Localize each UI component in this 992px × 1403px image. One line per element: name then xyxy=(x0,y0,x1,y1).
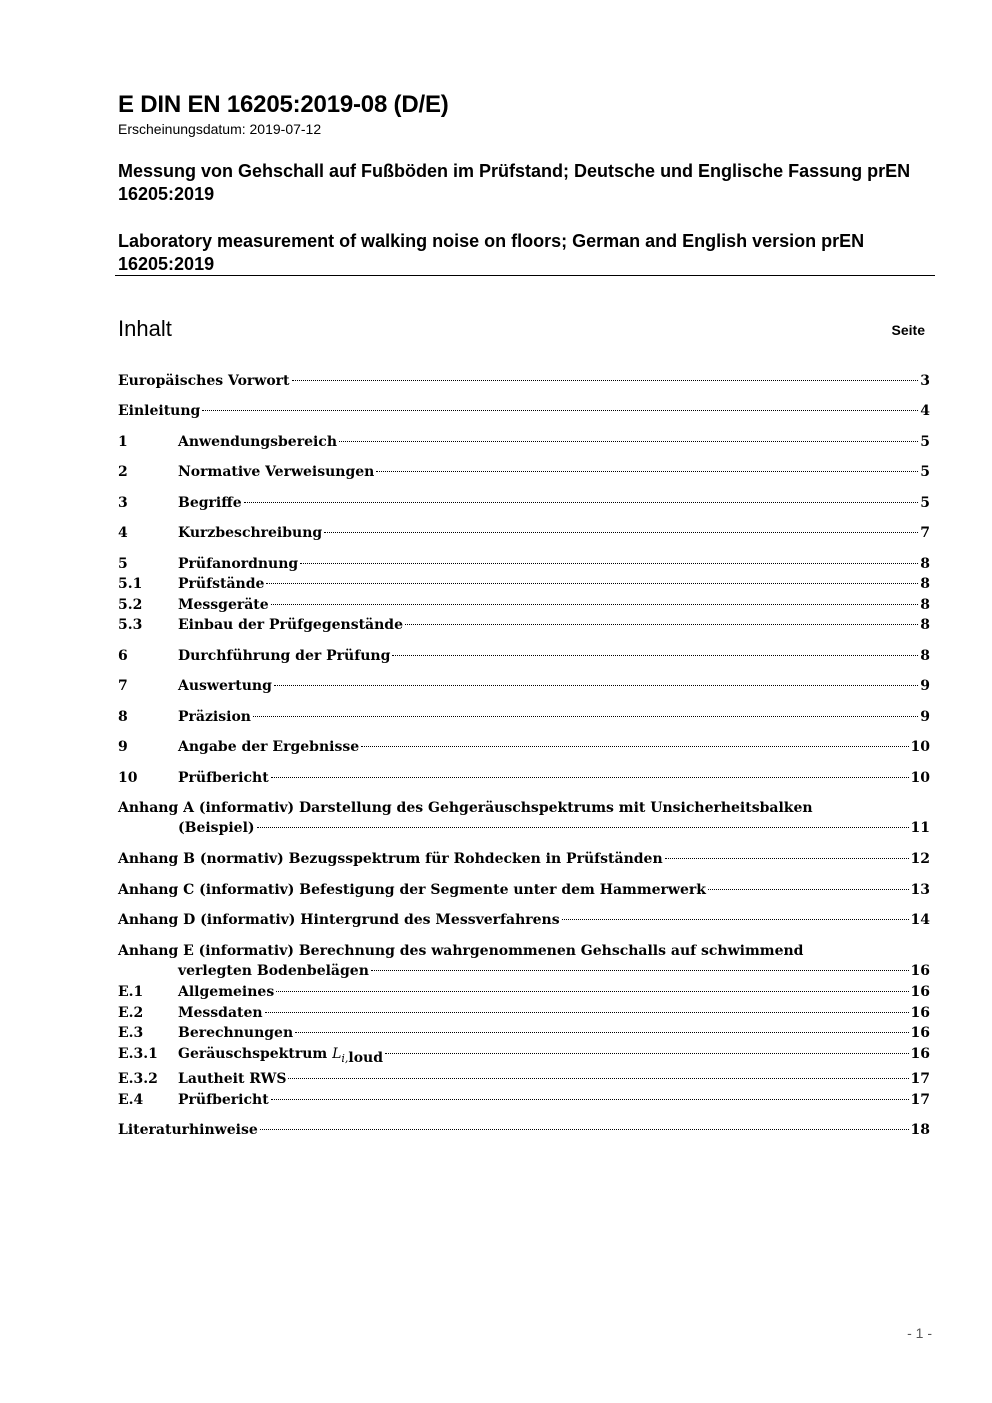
toc-entry-label-text: Prüfbericht xyxy=(178,1092,269,1108)
toc-entry-number: 10 xyxy=(118,770,138,786)
toc-entry[interactable] xyxy=(118,798,930,838)
toc-dot-leader xyxy=(562,919,909,920)
toc-entry[interactable] xyxy=(118,676,930,696)
toc-entry-page: 16 xyxy=(910,1005,930,1021)
toc-entry[interactable] xyxy=(118,982,930,1002)
toc-entry-page: 4 xyxy=(920,403,930,419)
toc-dot-leader xyxy=(324,532,918,533)
toc-entry-label xyxy=(118,849,663,869)
toc-entry[interactable] xyxy=(118,574,930,594)
toc-dot-leader xyxy=(300,563,918,564)
toc-entry-number: 1 xyxy=(118,434,128,450)
toc-dot-leader xyxy=(265,1012,909,1013)
toc-entry-page: 7 xyxy=(920,525,930,541)
toc-entry-title: Anhang A (informativ) Darstellung des Gehgeräuschspektrums mit Unsicherheitsbalken xyxy=(118,800,813,816)
toc-entry-label-text: Anhang D (informativ) Hintergrund des Messverfahrens xyxy=(118,912,560,928)
toc-entry-number: 9 xyxy=(118,739,128,755)
toc-entry-label-text: Anwendungsbereich xyxy=(178,434,337,450)
toc-entry[interactable] xyxy=(118,462,930,482)
toc-entry-label xyxy=(178,595,269,615)
toc-entry[interactable] xyxy=(118,880,930,900)
toc-entry-page: 16 xyxy=(910,1025,930,1041)
toc-entry[interactable] xyxy=(118,1023,930,1043)
toc-entry-page: 17 xyxy=(910,1092,930,1108)
toc-entry-label xyxy=(178,818,255,838)
toc-entry[interactable] xyxy=(118,910,930,930)
toc-entry[interactable] xyxy=(118,432,930,452)
toc-dot-leader xyxy=(244,502,919,503)
toc-entry[interactable] xyxy=(118,595,930,615)
toc-entry-page: 14 xyxy=(910,912,930,928)
toc-entry-label xyxy=(178,982,274,1002)
toc-dot-leader xyxy=(376,471,918,472)
toc-entry[interactable] xyxy=(118,707,930,727)
toc-entry-label-text: Angabe der Ergebnisse xyxy=(178,739,360,755)
toc-entry-number: 5.1 xyxy=(118,576,143,592)
toc-entry-label-text: Messdaten xyxy=(178,1005,263,1021)
toc-entry-number: 8 xyxy=(118,709,128,725)
toc-entry-label xyxy=(118,371,290,391)
toc-entry-label xyxy=(178,961,369,981)
toc-entry-page: 12 xyxy=(910,851,930,867)
toc-entry-label-text: Begriffe xyxy=(178,495,242,511)
toc-entry[interactable] xyxy=(118,941,930,981)
toc-entry-label-text: (Beispiel) xyxy=(178,820,255,836)
toc-dot-leader xyxy=(361,746,908,747)
toc-dot-leader xyxy=(271,1099,909,1100)
toc-entry-page: 10 xyxy=(910,739,930,755)
toc-entry-number: E.3.2 xyxy=(118,1071,158,1087)
toc-entry-label xyxy=(178,1003,263,1023)
toc-dot-leader xyxy=(253,716,918,717)
toc-dot-leader xyxy=(202,410,918,411)
toc-dot-leader xyxy=(274,685,918,686)
toc-entry-math-subscript: i, xyxy=(341,1051,349,1065)
toc-entry[interactable] xyxy=(118,1069,930,1089)
toc-entry-number: 4 xyxy=(118,525,128,541)
toc-entry-page: 18 xyxy=(910,1122,930,1138)
toc-entry-label-text: verlegten Bodenbelägen xyxy=(178,963,369,979)
toc-page-column-label: Seite xyxy=(891,322,925,338)
toc-dot-leader xyxy=(708,889,909,890)
toc-entry-number: 5 xyxy=(118,556,128,572)
toc-dot-leader xyxy=(260,1129,909,1130)
toc-entry-page: 17 xyxy=(910,1071,930,1087)
toc-entry-page: 5 xyxy=(920,464,930,480)
toc-entry-label xyxy=(178,1044,383,1069)
toc-entry[interactable] xyxy=(118,615,930,635)
toc-heading: Inhalt xyxy=(118,316,172,341)
toc-entry-label-text: Normative Verweisungen xyxy=(178,464,375,480)
toc-entry-label xyxy=(178,615,403,635)
toc-entry-page: 8 xyxy=(920,556,930,572)
toc-entry[interactable] xyxy=(118,849,930,869)
toc-entry-number: E.3 xyxy=(118,1025,144,1041)
toc-entry-page: 9 xyxy=(920,709,930,725)
title-english: Laboratory measurement of walking noise on floors; German and English version prEN 16205:2019 xyxy=(118,231,865,274)
toc-entry-label-text: Prüfanordnung xyxy=(178,556,299,572)
toc-entry-page: 9 xyxy=(920,678,930,694)
toc-entry[interactable] xyxy=(118,737,930,757)
toc-entry-label xyxy=(178,737,359,757)
document-title: E DIN EN 16205:2019-08 (D/E) xyxy=(118,91,449,118)
toc-entry-number: 5.2 xyxy=(118,597,143,613)
toc-dot-leader xyxy=(257,827,909,828)
toc-entry-page: 16 xyxy=(910,1046,930,1062)
toc-entry-label xyxy=(118,1120,258,1140)
toc-entry-label-text: Literaturhinweise xyxy=(118,1122,258,1138)
toc-entry-label xyxy=(178,493,242,513)
toc-entry-label xyxy=(178,768,269,788)
toc-entry-label xyxy=(178,676,272,696)
toc-entry[interactable] xyxy=(118,1044,930,1064)
toc-entry-page: 8 xyxy=(920,597,930,613)
toc-entry-number: E.3.1 xyxy=(118,1046,158,1062)
toc-entry-label xyxy=(178,554,298,574)
toc-entry-page: 8 xyxy=(920,617,930,633)
toc-dot-leader xyxy=(266,583,918,584)
toc-dot-leader xyxy=(665,858,909,859)
toc-entry-page: 5 xyxy=(920,495,930,511)
toc-entry-number: E.1 xyxy=(118,984,144,1000)
toc-entry[interactable] xyxy=(118,493,930,513)
toc-entry-label-text: Berechnungen xyxy=(178,1025,294,1041)
toc-entry-label-text: Geräuschspektrum xyxy=(178,1046,333,1062)
toc-entry-label xyxy=(178,574,264,594)
toc-entry-label-text: Kurzbeschreibung xyxy=(178,525,323,541)
toc-entry[interactable] xyxy=(118,401,930,421)
toc-entry-page: 8 xyxy=(920,648,930,664)
toc-entry-label-text: Einleitung xyxy=(118,403,201,419)
toc-entry-label xyxy=(178,646,390,666)
toc-dot-leader xyxy=(292,380,919,381)
title-divider xyxy=(115,275,935,276)
toc-entry-page: 16 xyxy=(910,984,930,1000)
toc-entry-page: 3 xyxy=(920,373,930,389)
toc-entry-label xyxy=(118,910,560,930)
toc-dot-leader xyxy=(405,624,918,625)
toc-entry[interactable] xyxy=(118,1120,930,1140)
toc-entry-label-text: Prüfbericht xyxy=(178,770,269,786)
toc-entry-label-text: Lautheit RWS xyxy=(178,1071,287,1087)
toc-entry-number: E.2 xyxy=(118,1005,144,1021)
toc-dot-leader xyxy=(276,991,908,992)
toc-entry-number: 5.3 xyxy=(118,617,143,633)
toc-entry-number: 2 xyxy=(118,464,128,480)
toc-entry-label-text: Auswertung xyxy=(178,678,272,694)
toc-entry-title: Anhang E (informativ) Berechnung des wahrgenommenen Gehschalls auf schwimmend xyxy=(118,943,804,959)
toc-entry-label-text: Prüfstände xyxy=(178,576,265,592)
toc-entry-label xyxy=(118,880,706,900)
toc-entry-label-text: Einbau der Prüfgegenstände xyxy=(178,617,403,633)
toc-dot-leader xyxy=(392,655,918,656)
toc-entry[interactable] xyxy=(118,646,930,666)
toc-entry-math-symbol: L xyxy=(332,1046,342,1062)
toc-entry-label-text: Durchführung der Prüfung xyxy=(178,648,391,664)
toc-entry-page: 5 xyxy=(920,434,930,450)
page-number: - 1 - xyxy=(907,1325,932,1341)
toc-dot-leader xyxy=(271,777,909,778)
toc-dot-leader xyxy=(288,1078,908,1079)
toc-entry[interactable] xyxy=(118,1090,930,1110)
toc-entry-label-text: Allgemeines xyxy=(178,984,275,1000)
toc-entry-label xyxy=(178,432,337,452)
toc-entry-label xyxy=(178,462,374,482)
toc-entry-page: 8 xyxy=(920,576,930,592)
toc-entry-label-text: Anhang C (informativ) Befestigung der Segmente unter dem Hammerwerk xyxy=(118,882,706,898)
toc-entry-label xyxy=(178,1023,293,1043)
toc-dot-leader xyxy=(271,604,919,605)
toc-entry[interactable] xyxy=(118,554,930,574)
toc-entry[interactable] xyxy=(118,1003,930,1023)
toc-entry-page: 13 xyxy=(910,882,930,898)
toc-entry-label-text: Messgeräte xyxy=(178,597,269,613)
toc-entry-label xyxy=(178,523,322,543)
toc-entry-page: 11 xyxy=(910,820,930,836)
toc-entry-page: 10 xyxy=(910,770,930,786)
toc-entry-label xyxy=(118,401,200,421)
toc-entry[interactable] xyxy=(118,768,930,788)
toc-entry-number: 3 xyxy=(118,495,128,511)
toc-entry[interactable] xyxy=(118,523,930,543)
toc-entry[interactable] xyxy=(118,371,930,391)
toc-entry-page: 16 xyxy=(910,963,930,979)
toc-entry-label xyxy=(178,707,251,727)
toc-entry-label xyxy=(178,1069,286,1089)
toc-dot-leader xyxy=(371,970,909,971)
toc-entry-label-text: Präzision xyxy=(178,709,251,725)
toc-dot-leader xyxy=(385,1053,909,1054)
toc-entry-number: 7 xyxy=(118,678,128,694)
publication-date: Erscheinungsdatum: 2019-07-12 xyxy=(118,121,322,137)
toc-dot-leader xyxy=(339,441,918,442)
toc-dot-leader xyxy=(295,1032,908,1033)
toc-entry-number: E.4 xyxy=(118,1092,144,1108)
toc-entry-label-text: Anhang B (normativ) Bezugsspektrum für Rohdecken in Prüfständen xyxy=(118,851,663,867)
toc-entry-number: 6 xyxy=(118,648,128,664)
title-german: Messung von Gehschall auf Fußböden im Prüfstand; Deutsche und Englische Fassung prEN 16205:2019 xyxy=(118,161,911,204)
toc-entry-math-suffix: loud xyxy=(348,1049,383,1066)
toc-entry-label xyxy=(178,1090,269,1110)
toc-entry-label-text: Europäisches Vorwort xyxy=(118,373,290,389)
